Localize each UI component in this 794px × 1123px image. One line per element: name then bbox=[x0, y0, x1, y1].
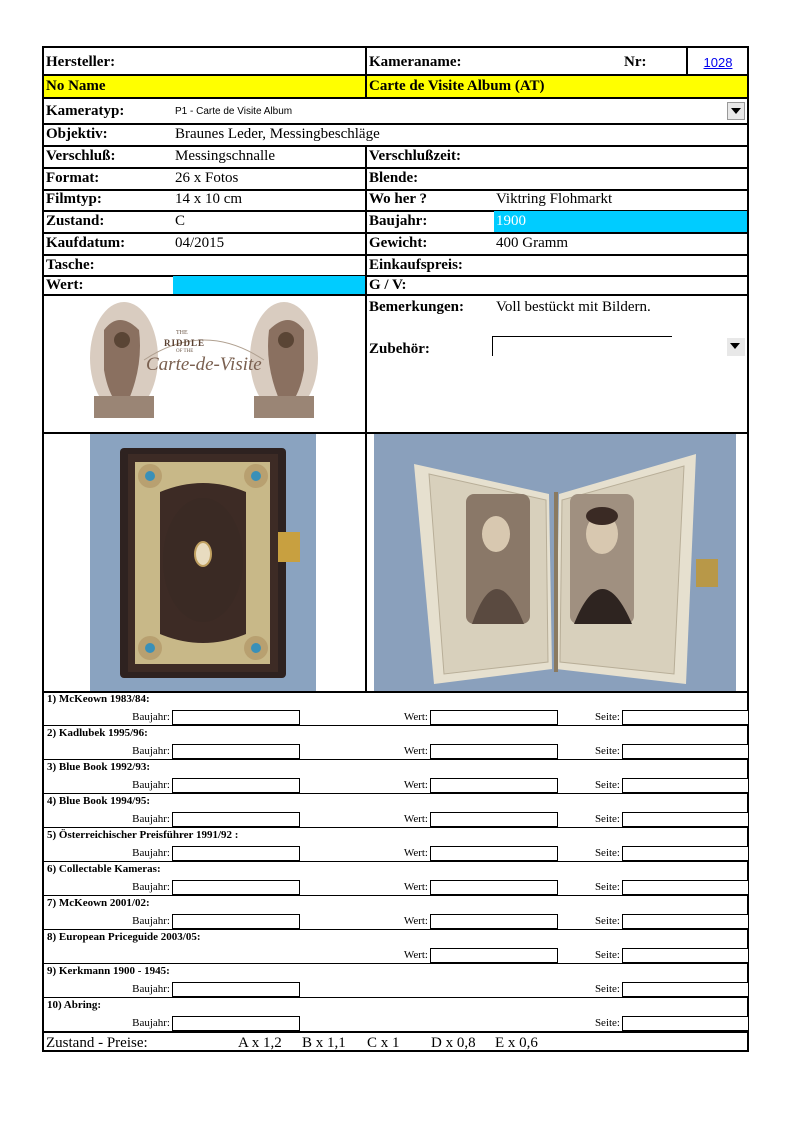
baujahr-input[interactable] bbox=[172, 846, 300, 861]
reference-title: 7) McKeown 2001/02: bbox=[47, 897, 150, 909]
objektiv-value: Braunes Leder, Messingbeschläge bbox=[175, 126, 380, 142]
blende-label: Blende: bbox=[369, 170, 419, 186]
baujahr-label: Baujahr: bbox=[369, 213, 428, 229]
baujahr-label: Baujahr: bbox=[132, 1017, 170, 1029]
seite-input[interactable] bbox=[622, 744, 749, 759]
baujahr-input[interactable] bbox=[172, 880, 300, 895]
gewicht-value: 400 Gramm bbox=[496, 235, 569, 251]
column-divider bbox=[365, 48, 367, 97]
reference-title: 4) Blue Book 1994/95: bbox=[47, 795, 150, 807]
baujahr-label: Baujahr: bbox=[132, 983, 170, 995]
seite-input[interactable] bbox=[622, 812, 749, 827]
seite-label: Seite: bbox=[594, 745, 620, 757]
cdv-logo bbox=[84, 300, 324, 428]
seite-input[interactable] bbox=[622, 914, 749, 929]
nr-divider bbox=[686, 48, 688, 74]
wert-input[interactable] bbox=[430, 846, 558, 861]
reference-divider bbox=[44, 963, 747, 964]
kaufdatum-label: Kaufdatum: bbox=[46, 235, 126, 251]
wert-label: Wert: bbox=[403, 779, 428, 791]
baujahr-input[interactable] bbox=[172, 710, 300, 725]
woher-label: Wo her ? bbox=[369, 191, 428, 207]
reference-title: 1) McKeown 1983/84: bbox=[47, 693, 150, 705]
verschluss-label: Verschluß: bbox=[46, 148, 116, 164]
reference-divider bbox=[44, 793, 747, 794]
reference-divider bbox=[44, 895, 747, 896]
baujahr-label: Baujahr: bbox=[132, 813, 170, 825]
zustand-label: Zustand: bbox=[46, 213, 105, 229]
logo-text-riddle: RIDDLE bbox=[164, 338, 206, 348]
woher-value: Viktring Flohmarkt bbox=[496, 191, 613, 207]
wert-label: Wert: bbox=[403, 745, 428, 757]
seite-label: Seite: bbox=[594, 711, 620, 723]
baujahr-input[interactable] bbox=[172, 982, 300, 997]
divider bbox=[44, 97, 747, 99]
footer-grade-d: D x 0,8 bbox=[431, 1035, 476, 1051]
seite-input[interactable] bbox=[622, 846, 749, 861]
wert-input[interactable] bbox=[430, 880, 558, 895]
format-value: 26 x Fotos bbox=[175, 170, 239, 186]
seite-label: Seite: bbox=[594, 847, 620, 859]
album-open-photo bbox=[374, 434, 736, 691]
kameratyp-dropdown-icon[interactable] bbox=[727, 102, 745, 120]
nr-label: Nr: bbox=[624, 54, 647, 70]
baujahr-value: 1900 bbox=[494, 211, 747, 232]
seite-input[interactable] bbox=[622, 880, 749, 895]
reference-title: 6) Collectable Kameras: bbox=[47, 863, 161, 875]
hersteller-value: No Name bbox=[44, 76, 365, 97]
seite-label: Seite: bbox=[594, 915, 620, 927]
verschlusszeit-label: Verschlußzeit: bbox=[369, 148, 461, 164]
filmtyp-value: 14 x 10 cm bbox=[175, 191, 243, 207]
wert-label: Wert: bbox=[403, 949, 428, 961]
einkaufspreis-label: Einkaufspreis: bbox=[369, 257, 463, 273]
seite-label: Seite: bbox=[594, 779, 620, 791]
seite-label: Seite: bbox=[594, 949, 620, 961]
hersteller-label: Hersteller: bbox=[46, 54, 116, 70]
objektiv-label: Objektiv: bbox=[46, 126, 108, 142]
wert-input[interactable] bbox=[430, 710, 558, 725]
verschluss-value: Messingschnalle bbox=[175, 148, 275, 164]
wert-input[interactable] bbox=[430, 914, 558, 929]
logo-text-cdv: Carte-de-Visite bbox=[146, 354, 262, 375]
wert-label: Wert: bbox=[46, 277, 84, 293]
gv-label: G / V: bbox=[369, 277, 407, 293]
reference-divider bbox=[44, 997, 747, 998]
reference-title: 5) Österreichischer Preisführer 1991/92 : bbox=[47, 829, 239, 841]
zubehoer-dropdown-icon[interactable] bbox=[727, 338, 745, 356]
kameraname-label: Kameraname: bbox=[369, 54, 462, 70]
gewicht-label: Gewicht: bbox=[369, 235, 428, 251]
reference-title: 3) Blue Book 1992/93: bbox=[47, 761, 150, 773]
seite-input[interactable] bbox=[622, 982, 749, 997]
footer-grade-a: A x 1,2 bbox=[238, 1035, 282, 1051]
seite-label: Seite: bbox=[594, 813, 620, 825]
wert-input[interactable] bbox=[430, 778, 558, 793]
wert-input[interactable] bbox=[430, 948, 558, 963]
column-divider bbox=[365, 432, 367, 692]
seite-input[interactable] bbox=[622, 1016, 749, 1031]
reference-divider bbox=[44, 759, 747, 760]
baujahr-label: Baujahr: bbox=[132, 711, 170, 723]
wert-value-field bbox=[173, 276, 365, 294]
zubehoer-select[interactable] bbox=[492, 336, 672, 337]
wert-input[interactable] bbox=[430, 812, 558, 827]
reference-divider bbox=[44, 725, 747, 726]
format-label: Format: bbox=[46, 170, 100, 186]
kameratyp-label: Kameratyp: bbox=[46, 103, 125, 119]
nr-link[interactable]: 1028 bbox=[703, 55, 733, 70]
reference-divider bbox=[44, 861, 747, 862]
wert-label: Wert: bbox=[403, 813, 428, 825]
baujahr-label: Baujahr: bbox=[132, 915, 170, 927]
footer-grade-b: B x 1,1 bbox=[302, 1035, 346, 1051]
bemerkungen-label: Bemerkungen: bbox=[369, 299, 464, 315]
logo-text-the: THE bbox=[176, 330, 188, 336]
baujahr-label: Baujahr: bbox=[132, 745, 170, 757]
kameraname-value: Carte de Visite Album (AT) bbox=[367, 76, 747, 97]
baujahr-input[interactable] bbox=[172, 812, 300, 827]
filmtyp-label: Filmtyp: bbox=[46, 191, 102, 207]
seite-input[interactable] bbox=[622, 948, 749, 963]
seite-label: Seite: bbox=[594, 1017, 620, 1029]
reference-title: 10) Abring: bbox=[47, 999, 102, 1011]
zustand-value: C bbox=[175, 213, 186, 229]
kaufdatum-value: 04/2015 bbox=[175, 235, 225, 251]
footer-label: Zustand - Preise: bbox=[46, 1035, 148, 1051]
wert-label: Wert: bbox=[403, 915, 428, 927]
seite-label: Seite: bbox=[594, 983, 620, 995]
baujahr-input[interactable] bbox=[172, 744, 300, 759]
wert-label: Wert: bbox=[403, 847, 428, 859]
seite-input[interactable] bbox=[622, 778, 749, 793]
camera-record-sheet bbox=[42, 46, 749, 1052]
zubehoer-label: Zubehör: bbox=[369, 341, 430, 357]
footer-grade-e: E x 0,6 bbox=[495, 1035, 538, 1051]
divider bbox=[44, 294, 747, 296]
logo-text-ofthe: OF THE bbox=[176, 349, 194, 354]
reference-title: 8) European Priceguide 2003/05: bbox=[47, 931, 201, 943]
reference-divider bbox=[44, 929, 747, 930]
reference-title: 2) Kadlubek 1995/96: bbox=[47, 727, 148, 739]
wert-label: Wert: bbox=[403, 881, 428, 893]
bemerkungen-value: Voll bestückt mit Bildern. bbox=[496, 299, 651, 315]
baujahr-input[interactable] bbox=[172, 778, 300, 793]
baujahr-label: Baujahr: bbox=[132, 847, 170, 859]
baujahr-input[interactable] bbox=[172, 914, 300, 929]
reference-title: 9) Kerkmann 1900 - 1945: bbox=[47, 965, 170, 977]
seite-input[interactable] bbox=[622, 710, 749, 725]
kameratyp-select[interactable]: P1 - Carte de Visite Album bbox=[175, 106, 293, 117]
wert-input[interactable] bbox=[430, 744, 558, 759]
tasche-label: Tasche: bbox=[46, 257, 95, 273]
footer-grade-c: C x 1 bbox=[367, 1035, 400, 1051]
baujahr-input[interactable] bbox=[172, 1016, 300, 1031]
zubehoer-select-edge bbox=[492, 336, 493, 356]
reference-divider bbox=[44, 827, 747, 828]
album-cover-photo bbox=[90, 434, 316, 691]
seite-label: Seite: bbox=[594, 881, 620, 893]
wert-label: Wert: bbox=[403, 711, 428, 723]
baujahr-label: Baujahr: bbox=[132, 881, 170, 893]
baujahr-label: Baujahr: bbox=[132, 779, 170, 791]
